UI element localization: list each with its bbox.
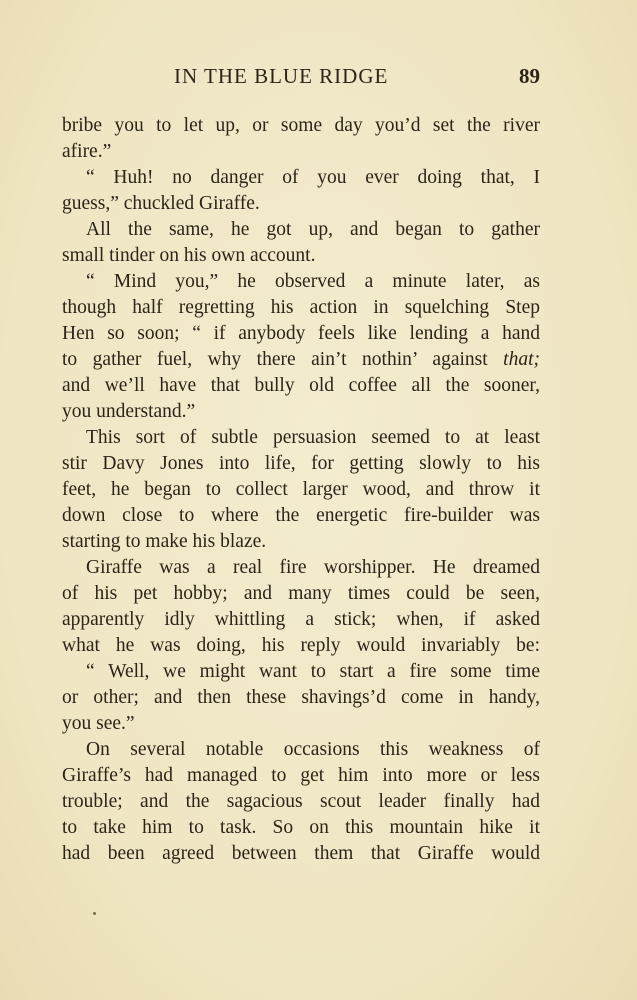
- text-line: feet, he began to collect larger wood, and throw it: [62, 479, 540, 500]
- text-line: Hen so soon; “ if anybody feels like lending a hand: [62, 323, 540, 344]
- text-line: trouble; and the sagacious scout leader finally had: [62, 791, 540, 812]
- text-line: what he was doing, his reply would invariably be:: [62, 635, 540, 656]
- text-line: All the same, he got up, and began to gather: [86, 219, 540, 240]
- text-line: This sort of subtle persuasion seemed to at least: [86, 427, 540, 448]
- text-line: though half regretting his action in squelching Step: [62, 297, 540, 318]
- page-number: 89: [519, 64, 540, 88]
- text-line: to take him to task. So on this mountain hike it: [62, 817, 540, 838]
- italic-word: that;: [503, 349, 540, 370]
- text-line: Giraffe’s had managed to get him into more or less: [62, 765, 540, 786]
- text-line: or other; and then these shavings’d come in handy,: [62, 687, 540, 708]
- page-header: [62, 64, 540, 92]
- paper-speck: [93, 912, 96, 915]
- text-line: On several notable occasions this weakness of: [86, 739, 540, 760]
- text-line: you see.”: [62, 713, 135, 734]
- text-line: starting to make his blaze.: [62, 531, 267, 552]
- text-line: “ Huh! no danger of you ever doing that, I: [86, 167, 540, 188]
- body-text: [62, 113, 540, 867]
- text-line: of his pet hobby; and many times could be seen,: [62, 583, 540, 604]
- text-line: to gather fuel, why there ain’t nothin’ against that;: [62, 349, 540, 370]
- text-line: “ Mind you,” he observed a minute later, as: [86, 271, 540, 292]
- text-line: you understand.”: [62, 401, 196, 422]
- text-line: down close to where the energetic fire-builder was: [62, 505, 540, 526]
- text-line: had been agreed between them that Giraffe would: [62, 843, 540, 864]
- text-line: Giraffe was a real fire worshipper. He dreamed: [86, 557, 540, 578]
- text-line: small tinder on his own account.: [62, 245, 316, 266]
- text-line: “ Well, we might want to start a fire some time: [86, 661, 540, 682]
- text-line: afire.”: [62, 141, 112, 162]
- text-line: guess,” chuckled Giraffe.: [62, 193, 260, 214]
- text-line: bribe you to let up, or some day you’d set the river: [62, 115, 540, 136]
- running-head: IN THE BLUE RIDGE: [174, 64, 389, 88]
- text-line: stir Davy Jones into life, for getting slowly to his: [62, 453, 540, 474]
- text-line: apparently idly whittling a stick; when, if asked: [62, 609, 540, 630]
- text-line: and we’ll have that bully old coffee all the sooner,: [62, 375, 540, 396]
